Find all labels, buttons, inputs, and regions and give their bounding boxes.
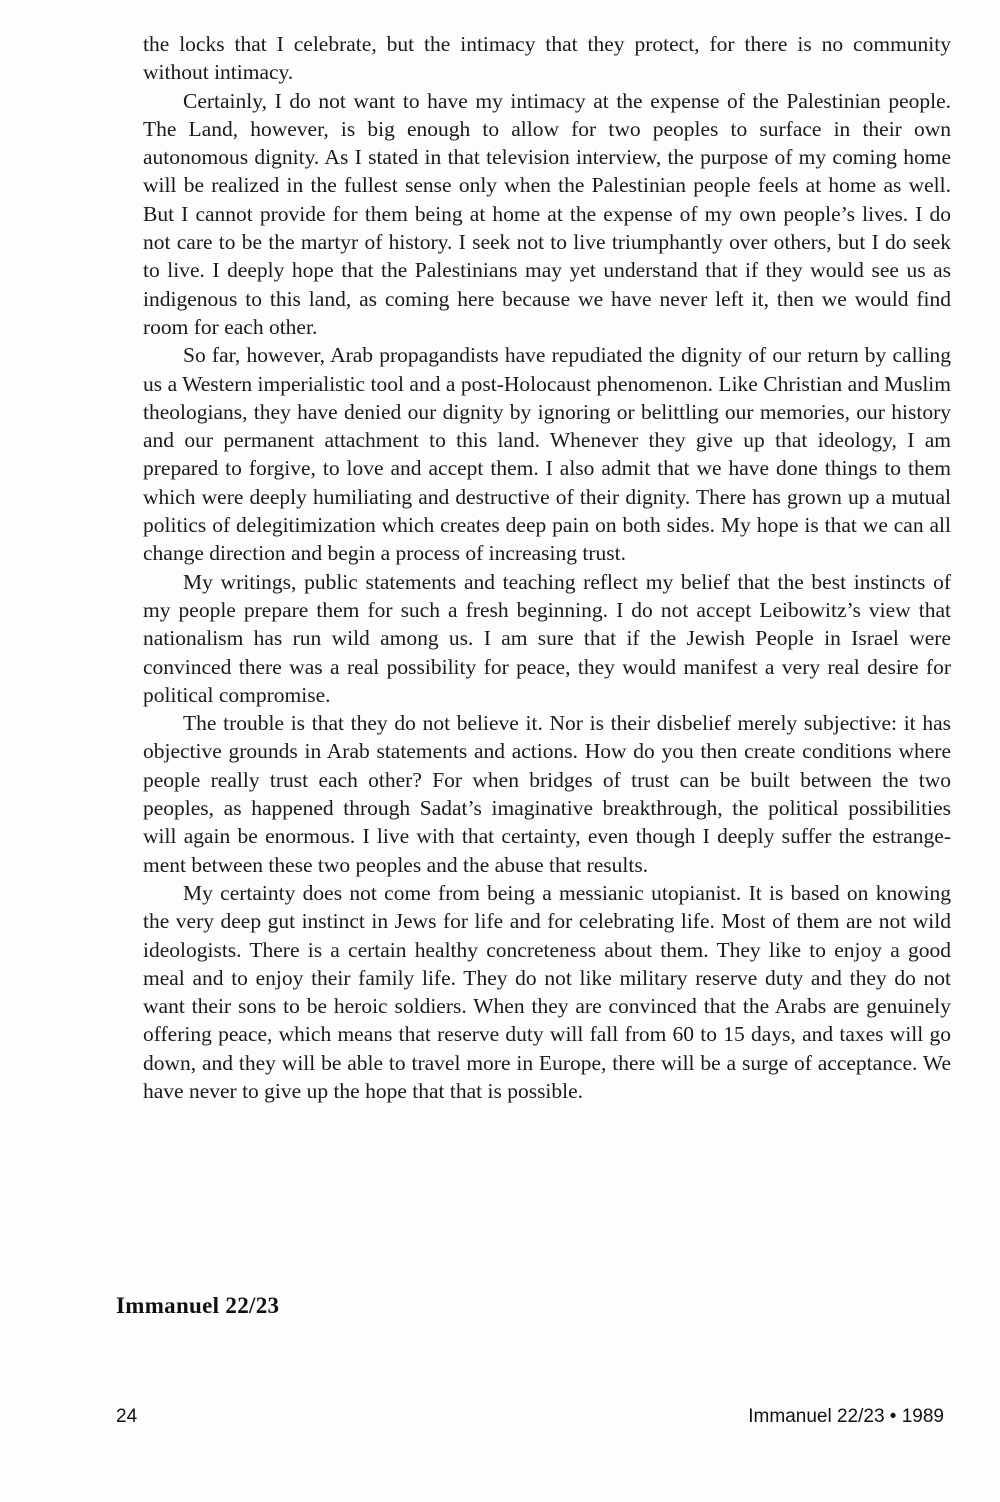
paragraph-6: My certainty does not come from being a messianic utopianist. It is based on knowing the very deep gut instinct in Jews for life and for celebrating life. Most of them are not wild ideologists. There is a certain healthy concreteness about them. They like to enjoy a good meal and to enjoy their family life. They do not like military reserve duty and they do not want their sons to be heroic soldiers. When they are convinced that the Arabs are genuinely offering peace, which means that reserve duty will fall from 60 to 15 days, and taxes will go down, and they will be able to travel more in Europe, there will be a surge of acceptance. We have never to give up the hope that that is possible. [143,880,951,1103]
paragraph-3: So far, however, Arab propagandists have repudiated the dignity of our return by calling us a Western imperialistic tool and a post-Holocaust phenomenon. Like Christian and Muslim theologians, they have denied our dignity by ignoring or belittling our memories, our history and our permanent attachment to this land. Whenever they give up that ideology, I am prepared to forgive, to love and accept them. I also admit that we have done things to them which were deeply humiliating and destructive of their dignity. There has grown up a mutual politics of delegitimization which creates deep pain on both sides. My hope is that we can all change direction and begin a process of increasing trust. [143,343,951,566]
body-text [143,30,951,1105]
paragraph-4: My writings, public statements and teaching reflect my belief that the best instincts of my people prepare them for such a fresh beginning. I do not accept Leibowitz’s view that nationalism has run wild among us. I am sure that if the Jewish People in Israel were convinced there was a real possibility for peace, they would manifest a very real desire for political compromise. [143,569,951,707]
paragraph-5: The trouble is that they do not believe it. Nor is their disbelief merely subjective: it has objective grounds in Arab statements and actions. How do you then create conditions where people really trust each other? For when bridges of trust can be built between the two peoples, as happened through Sadat’s imaginative breakthrough, the political possibilities will again be enormous. I live with that certainty, even though I deeply suffer the estrangement between these two peoples and the abuse that results. [143,711,951,877]
section-signature: Immanuel 22/23 [116,1293,280,1318]
page-footer [116,1406,944,1428]
journal-citation: Immanuel 22/23 • 1989 [748,1406,944,1427]
paragraph-2: Certainly, I do not want to have my intimacy at the expense of the Palestinian people. The Land, however, is big enough to allow for two peoples to surface in their own autonomous dignity. As I stated in that television interview, the purpose of my coming home will be realized in the fullest sense only when the Palestinian people feels at home as well. But I cannot provide for them being at home at the expense of my own people’s lives. I do not care to be the martyr of history. I seek not to live triumphantly over others, but I do seek to live. I deeply hope that the Palestinians may yet understand that if they would see us as indigenous to this land, as coming here because we have never left it, then we would find room for each other. [143,88,951,339]
paragraph-1: the locks that I celebrate, but the intimacy that they protect, for there is no community without intimacy. [143,32,951,85]
page-number: 24 [116,1406,138,1427]
